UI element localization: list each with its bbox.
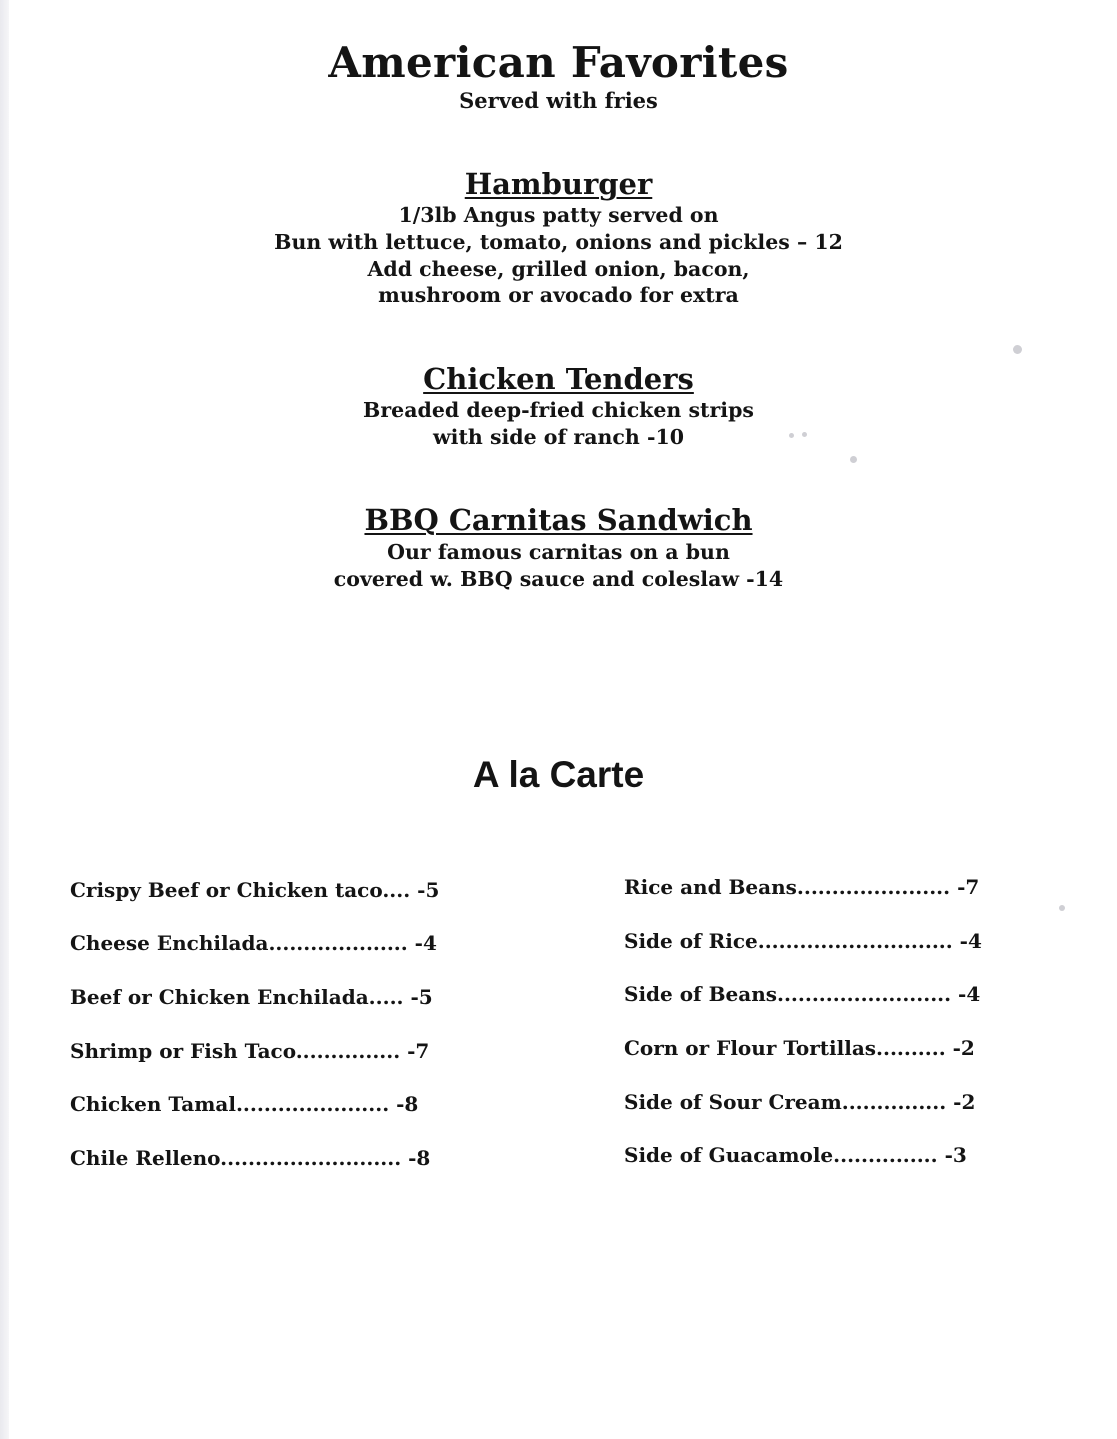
carte-right-item: Side of Rice............................ -4 [624,929,982,953]
scan-speck [1059,905,1065,911]
menu-item-bbq-carnitas-desc-line: Our famous carnitas on a bun [387,540,730,564]
carte-right-item: Side of Guacamole............... -3 [624,1143,967,1167]
carte-left-item: Chicken Tamal...................... -8 [70,1092,419,1116]
menu-item-hamburger-desc-line: Bun with lettuce, tomato, onions and pickles – 12 [274,230,843,254]
scan-speck [1013,345,1022,354]
menu-item-chicken-tenders-desc-line: with side of ranch -10 [433,425,684,449]
carte-right-item: Corn or Flour Tortillas.......... -2 [624,1036,975,1060]
menu-item-hamburger-desc-line: Add cheese, grilled onion, bacon, [367,257,750,281]
carte-right-item: Side of Beans......................... -4 [624,982,981,1006]
scan-speck [789,433,794,438]
section-title-american-favorites: American Favorites [328,38,789,87]
carte-left-item: Beef or Chicken Enchilada..... -5 [70,985,433,1009]
section-subtitle: Served with fries [459,88,658,113]
carte-left-item: Crispy Beef or Chicken taco.... -5 [70,878,440,902]
menu-item-chicken-tenders-desc-line: Breaded deep-fried chicken strips [363,398,754,422]
menu-item-hamburger-desc-line: mushroom or avocado for extra [378,283,739,307]
carte-left-item: Shrimp or Fish Taco............... -7 [70,1039,430,1063]
scan-speck [802,432,807,437]
carte-left-item: Chile Relleno.......................... -8 [70,1146,431,1170]
menu-item-bbq-carnitas-name: BBQ Carnitas Sandwich [364,503,753,537]
menu-item-bbq-carnitas-desc-line: covered w. BBQ sauce and coleslaw -14 [333,567,784,591]
section-title-a-la-carte: A la Carte [472,754,645,795]
carte-right-item: Side of Sour Cream............... -2 [624,1090,976,1114]
carte-right-item: Rice and Beans...................... -7 [624,875,980,899]
carte-left-item: Cheese Enchilada.................... -4 [70,931,437,955]
menu-item-hamburger-name: Hamburger [464,167,653,201]
scan-speck [850,456,857,463]
menu-item-chicken-tenders-name: Chicken Tenders [423,362,694,396]
menu-item-hamburger-desc-line: 1/3lb Angus patty served on [398,203,719,227]
